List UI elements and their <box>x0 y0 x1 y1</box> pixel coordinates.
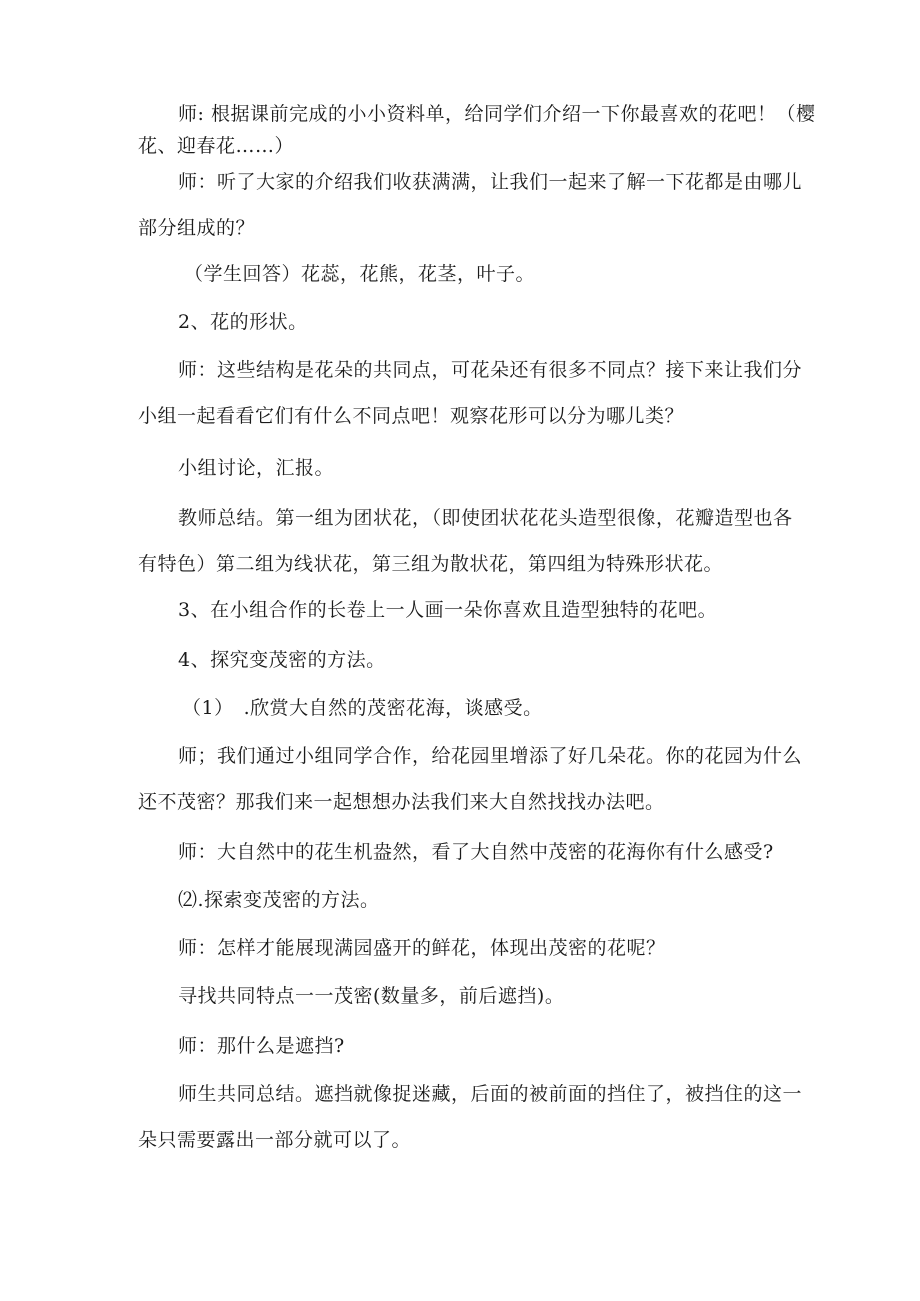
text-line: 师：怎样才能展现满园盛开的鲜花，体现出茂密的花呢？ <box>178 937 666 959</box>
text-line: 师生共同总结。遮挡就像捉迷藏，后面的被前面的挡住了，被挡住的这一 <box>178 1083 803 1105</box>
text-line: 师: 根据课前完成的小小资料单，给同学们介绍一下你最喜欢的花吧！（樱 <box>178 103 816 125</box>
paragraph-1 <box>138 98 816 162</box>
text-line: 还不茂密？那我们来一起想想办法我们来大自然找找办法吧。 <box>138 791 665 813</box>
paragraph-7 <box>138 502 793 580</box>
text-line: 花、迎春花……） <box>138 135 295 157</box>
text-line: 2、花的形状。 <box>178 311 308 333</box>
paragraph-14 <box>138 932 788 964</box>
text-line: 寻找共同特点一一茂密(数量多，前后遮挡)。 <box>178 985 565 1007</box>
paragraph-15 <box>138 980 788 1012</box>
paragraph-17 <box>138 1078 803 1156</box>
text-line: 朵只需要露出一部分就可以了。 <box>138 1129 412 1151</box>
text-line: （学生回答）花蕊，花熊，花茎，叶子。 <box>184 263 536 285</box>
paragraph-11 <box>138 740 803 818</box>
paragraph-8 <box>138 594 788 626</box>
paragraph-9 <box>138 644 788 676</box>
text-line: ⑵.探索变茂密的方法。 <box>178 889 380 911</box>
paragraph-12 <box>138 836 788 868</box>
text-line: 小组一起看看它们有什么不同点吧！观察花形可以分为哪儿类？ <box>138 405 685 427</box>
text-line: 师：那什么是遮挡? <box>178 1035 345 1057</box>
text-line: 师：听了大家的介绍我们收获满满，让我们一起来了解一下花都是由哪儿 <box>178 171 803 193</box>
text-line: 4、探究变茂密的方法。 <box>178 649 386 671</box>
text-line: 师：这些结构是花朵的共同点，可花朵还有很多不同点？接下来让我们分 <box>178 359 803 381</box>
text-line: 教师总结。第一组为团状花，（即使团状花花头造型很像，花瓣造型也各 <box>178 507 793 529</box>
paragraph-3 <box>138 258 788 290</box>
text-line: （1） .欣赏大自然的茂密花海，谈感受。 <box>182 697 543 719</box>
paragraph-2 <box>138 166 803 244</box>
paragraph-16 <box>138 1030 788 1062</box>
text-line: 师：大自然中的花生机盎然，看了大自然中茂密的花海你有什么感受? <box>178 841 774 863</box>
paragraph-10 <box>138 692 788 724</box>
text-line: 3、在小组合作的长卷上一人画一朵你喜欢且造型独特的花吧。 <box>178 599 718 621</box>
text-line: 师；我们通过小组同学合作，给花园里增添了好几朵花。你的花园为什么 <box>178 745 803 767</box>
paragraph-4 <box>138 306 788 338</box>
paragraph-5 <box>138 354 803 432</box>
text-line: 小组讨论，汇报。 <box>178 457 335 479</box>
paragraph-13 <box>138 884 788 916</box>
text-line: 有特色）第二组为线状花，第三组为散状花，第四组为特殊形状花。 <box>138 553 724 575</box>
text-line: 部分组成的？ <box>138 217 256 239</box>
paragraph-6 <box>138 452 788 484</box>
